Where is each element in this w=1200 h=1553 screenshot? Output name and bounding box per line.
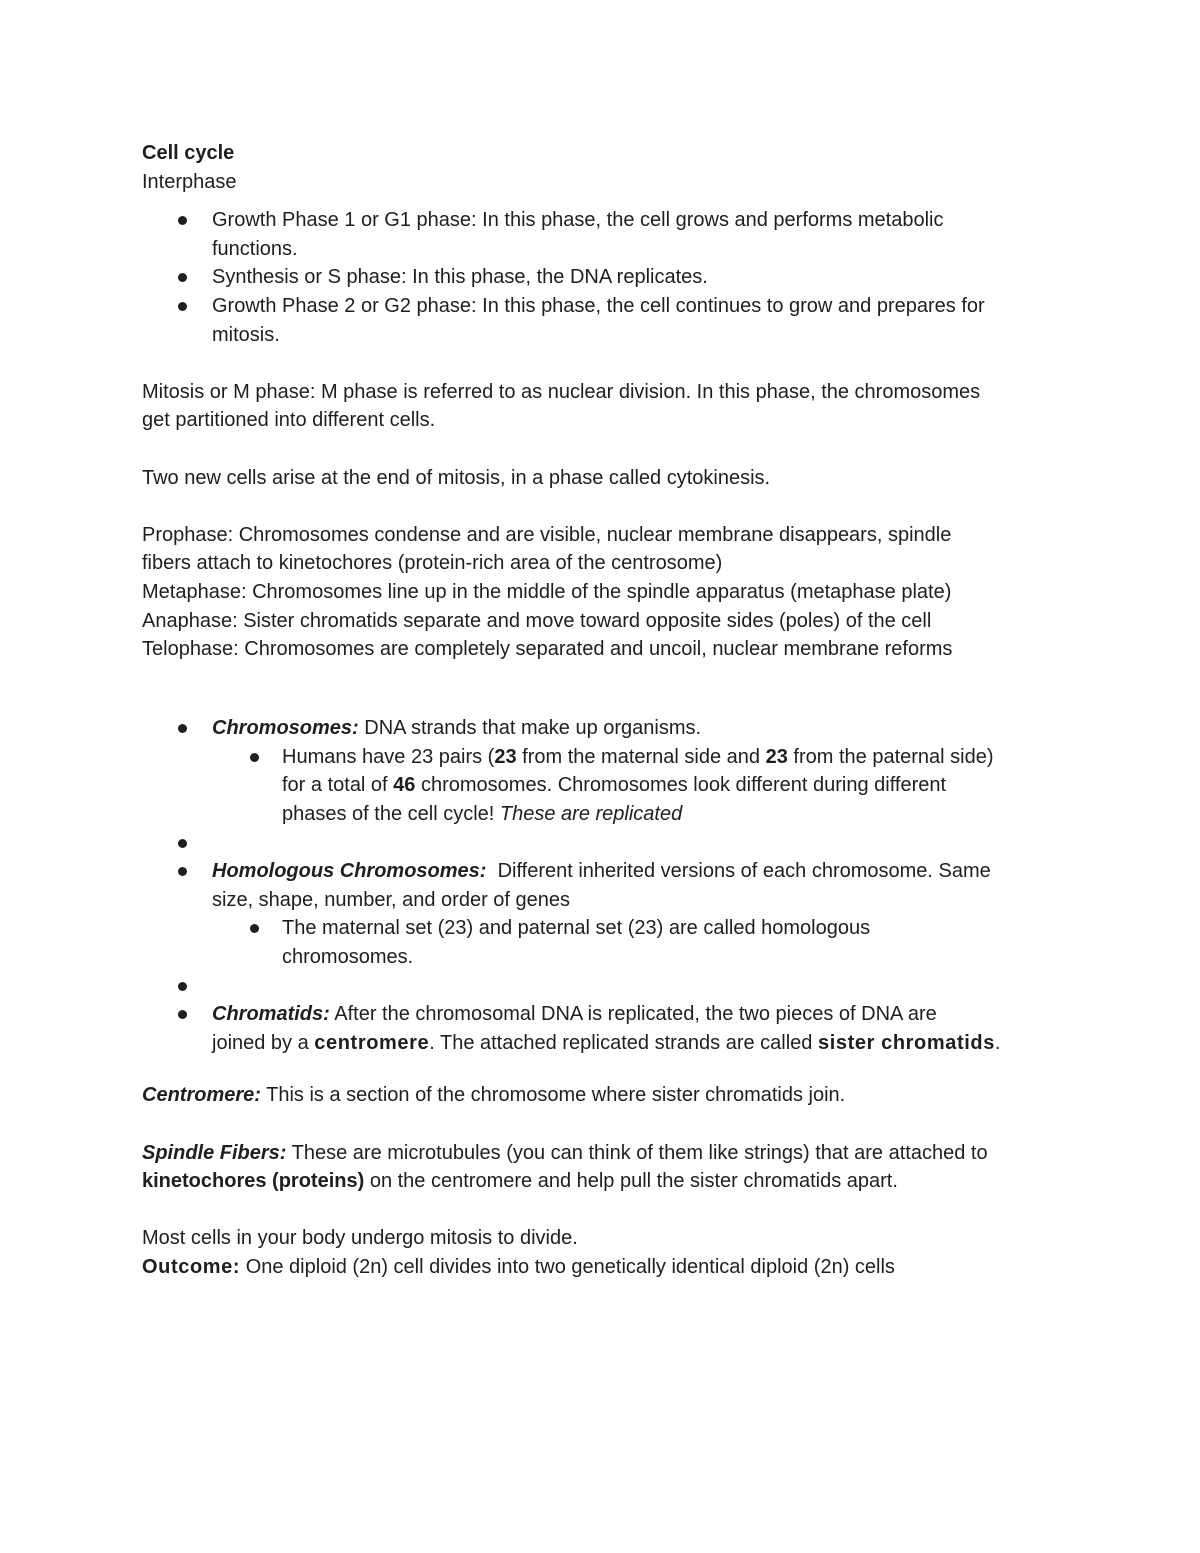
bullet-icon bbox=[178, 867, 187, 876]
list-item: Synthesis or S phase: In this phase, the DNA replicates. bbox=[142, 263, 1072, 292]
list-item-chromosomes: Chromosomes: DNA strands that make up organisms. Humans have 23 pairs (23 from the maternal side and 23 from the paternal side) for a total of 46 chromosomes. Chromosomes look different during different phases of the cell cycle! These are replicated bbox=[142, 714, 1072, 828]
metaphase-line: Metaphase: Chromosomes line up in the middle of the spindle apparatus (metaphase plate) bbox=[142, 580, 952, 603]
cytokinesis-paragraph: Two new cells arise at the end of mitosis, in a phase called cytokinesis. bbox=[142, 466, 771, 489]
list-item: Growth Phase 1 or G1 phase: In this phase, the cell grows and performs metabolic functions. bbox=[142, 206, 1072, 263]
list-item: Growth Phase 2 or G2 phase: In this phase, the cell continues to grow and prepares for mitosis. bbox=[142, 292, 1072, 349]
centromere-paragraph: Centromere: This is a section of the chromosome where sister chromatids join. bbox=[142, 1084, 846, 1107]
list-item-homologous: Homologous Chromosomes: Different inherited versions of each chromosome. Same size, shape, number, and order of genes The maternal set (23) and paternal set (23) are called homologous chromosomes. bbox=[142, 857, 1072, 971]
bullet-icon bbox=[178, 982, 187, 991]
page-title: Cell cycle bbox=[142, 142, 235, 164]
outcome-line: Outcome: One diploid (2n) cell divides into two genetically identical diploid (2n) cells bbox=[142, 1255, 895, 1278]
bullet-icon bbox=[178, 1010, 187, 1019]
list-item: Humans have 23 pairs (23 from the maternal side and 23 from the paternal side) for a total of 46 chromosomes. Chromosomes look different during different phases of the cell cycle! These are replicated bbox=[212, 743, 1072, 829]
bullet-icon bbox=[178, 302, 187, 311]
interphase-heading: Interphase bbox=[142, 170, 237, 193]
mitosis-paragraph: Mitosis or M phase: M phase is referred to as nuclear division. In this phase, the chromosomes bbox=[142, 380, 981, 403]
list-item-empty bbox=[142, 972, 1072, 1001]
bullet-icon bbox=[178, 216, 187, 225]
interphase-list bbox=[142, 206, 1072, 349]
spindle-paragraph: Spindle Fibers: These are microtubules (you can think of them like strings) that are attached to bbox=[142, 1141, 988, 1164]
document-page: Cell cycle Interphase Growth Phase 1 or G1 phase: In this phase, the cell grows and performs metabolic functions. Synthesis or S phase: In this phase, the DNA replicates. Growth Phase 2 or G2 phase: In this phase, the cell continues to grow and prepares for mitosis. Mitosis or M phase: M phase is referred to as nuclear division. In this phase, the chromosomes get partitioned into different cells. Two new cells arise at the end of mitosis, in a phase called cytokinesis. Prophase: Chromosomes condense and are visible, nuclear membrane disappears, spindle fibers attach to kinetochores (protein-rich area of the centrosome) Metaphase: Chromosomes line up in the middle of the spindle apparatus (metaphase plate) Anaphase: Sister chromatids separate and move toward opposite sides (poles) of the cell Telophase: Chromosomes are completely separated and uncoil, nuclear membrane reforms Chromosomes: DNA strands that make up organisms. Humans have 23 pairs (23 from the maternal side and 23 from the paternal side) for a total of 46 chromosomes. Chromosomes look different during different phases of the cell cycle! These are replicated Homologous Chromosomes: Different inherited versions of each chromosome. Same size, shape, number, and order of genes The maternal set (23) and paternal set (23) are called homologous chromosomes. Chromatids: After the chromosomal DNA is replicated, the two pieces of DNA are joined by a centromere. The attached replicated strands are called sister chromatids. Centromere: This is a section of the chromosome where sister chromatids join. Spindle Fibers: These are microtubules (you can think of them like strings) that are attached to kinetochores (proteins) on the centromere and help pull the sister chromatids apart. Most cells in your body undergo mitosis to divide. Outcome: One diploid (2n) cell divides into two genetically identical diploid (2n) cells bbox=[142, 139, 1072, 1282]
definitions-list bbox=[142, 714, 1072, 1057]
bullet-icon bbox=[250, 753, 259, 762]
bullet-icon bbox=[178, 273, 187, 282]
list-item: The maternal set (23) and paternal set (23) are called homologous chromosomes. bbox=[212, 914, 1072, 971]
most-cells-line: Most cells in your body undergo mitosis to divide. bbox=[142, 1227, 578, 1250]
list-item-chromatids: Chromatids: After the chromosomal DNA is replicated, the two pieces of DNA are joined by a centromere. The attached replicated strands are called sister chromatids. bbox=[142, 1000, 1072, 1057]
bullet-icon bbox=[250, 924, 259, 933]
prophase-line: Prophase: Chromosomes condense and are visible, nuclear membrane disappears, spindle bbox=[142, 523, 952, 546]
list-item-empty bbox=[142, 829, 1072, 858]
bullet-icon bbox=[178, 839, 187, 848]
anaphase-line: Anaphase: Sister chromatids separate and move toward opposite sides (poles) of the cell bbox=[142, 609, 932, 632]
telophase-line: Telophase: Chromosomes are completely separated and uncoil, nuclear membrane reforms bbox=[142, 638, 953, 661]
bullet-icon bbox=[178, 724, 187, 733]
